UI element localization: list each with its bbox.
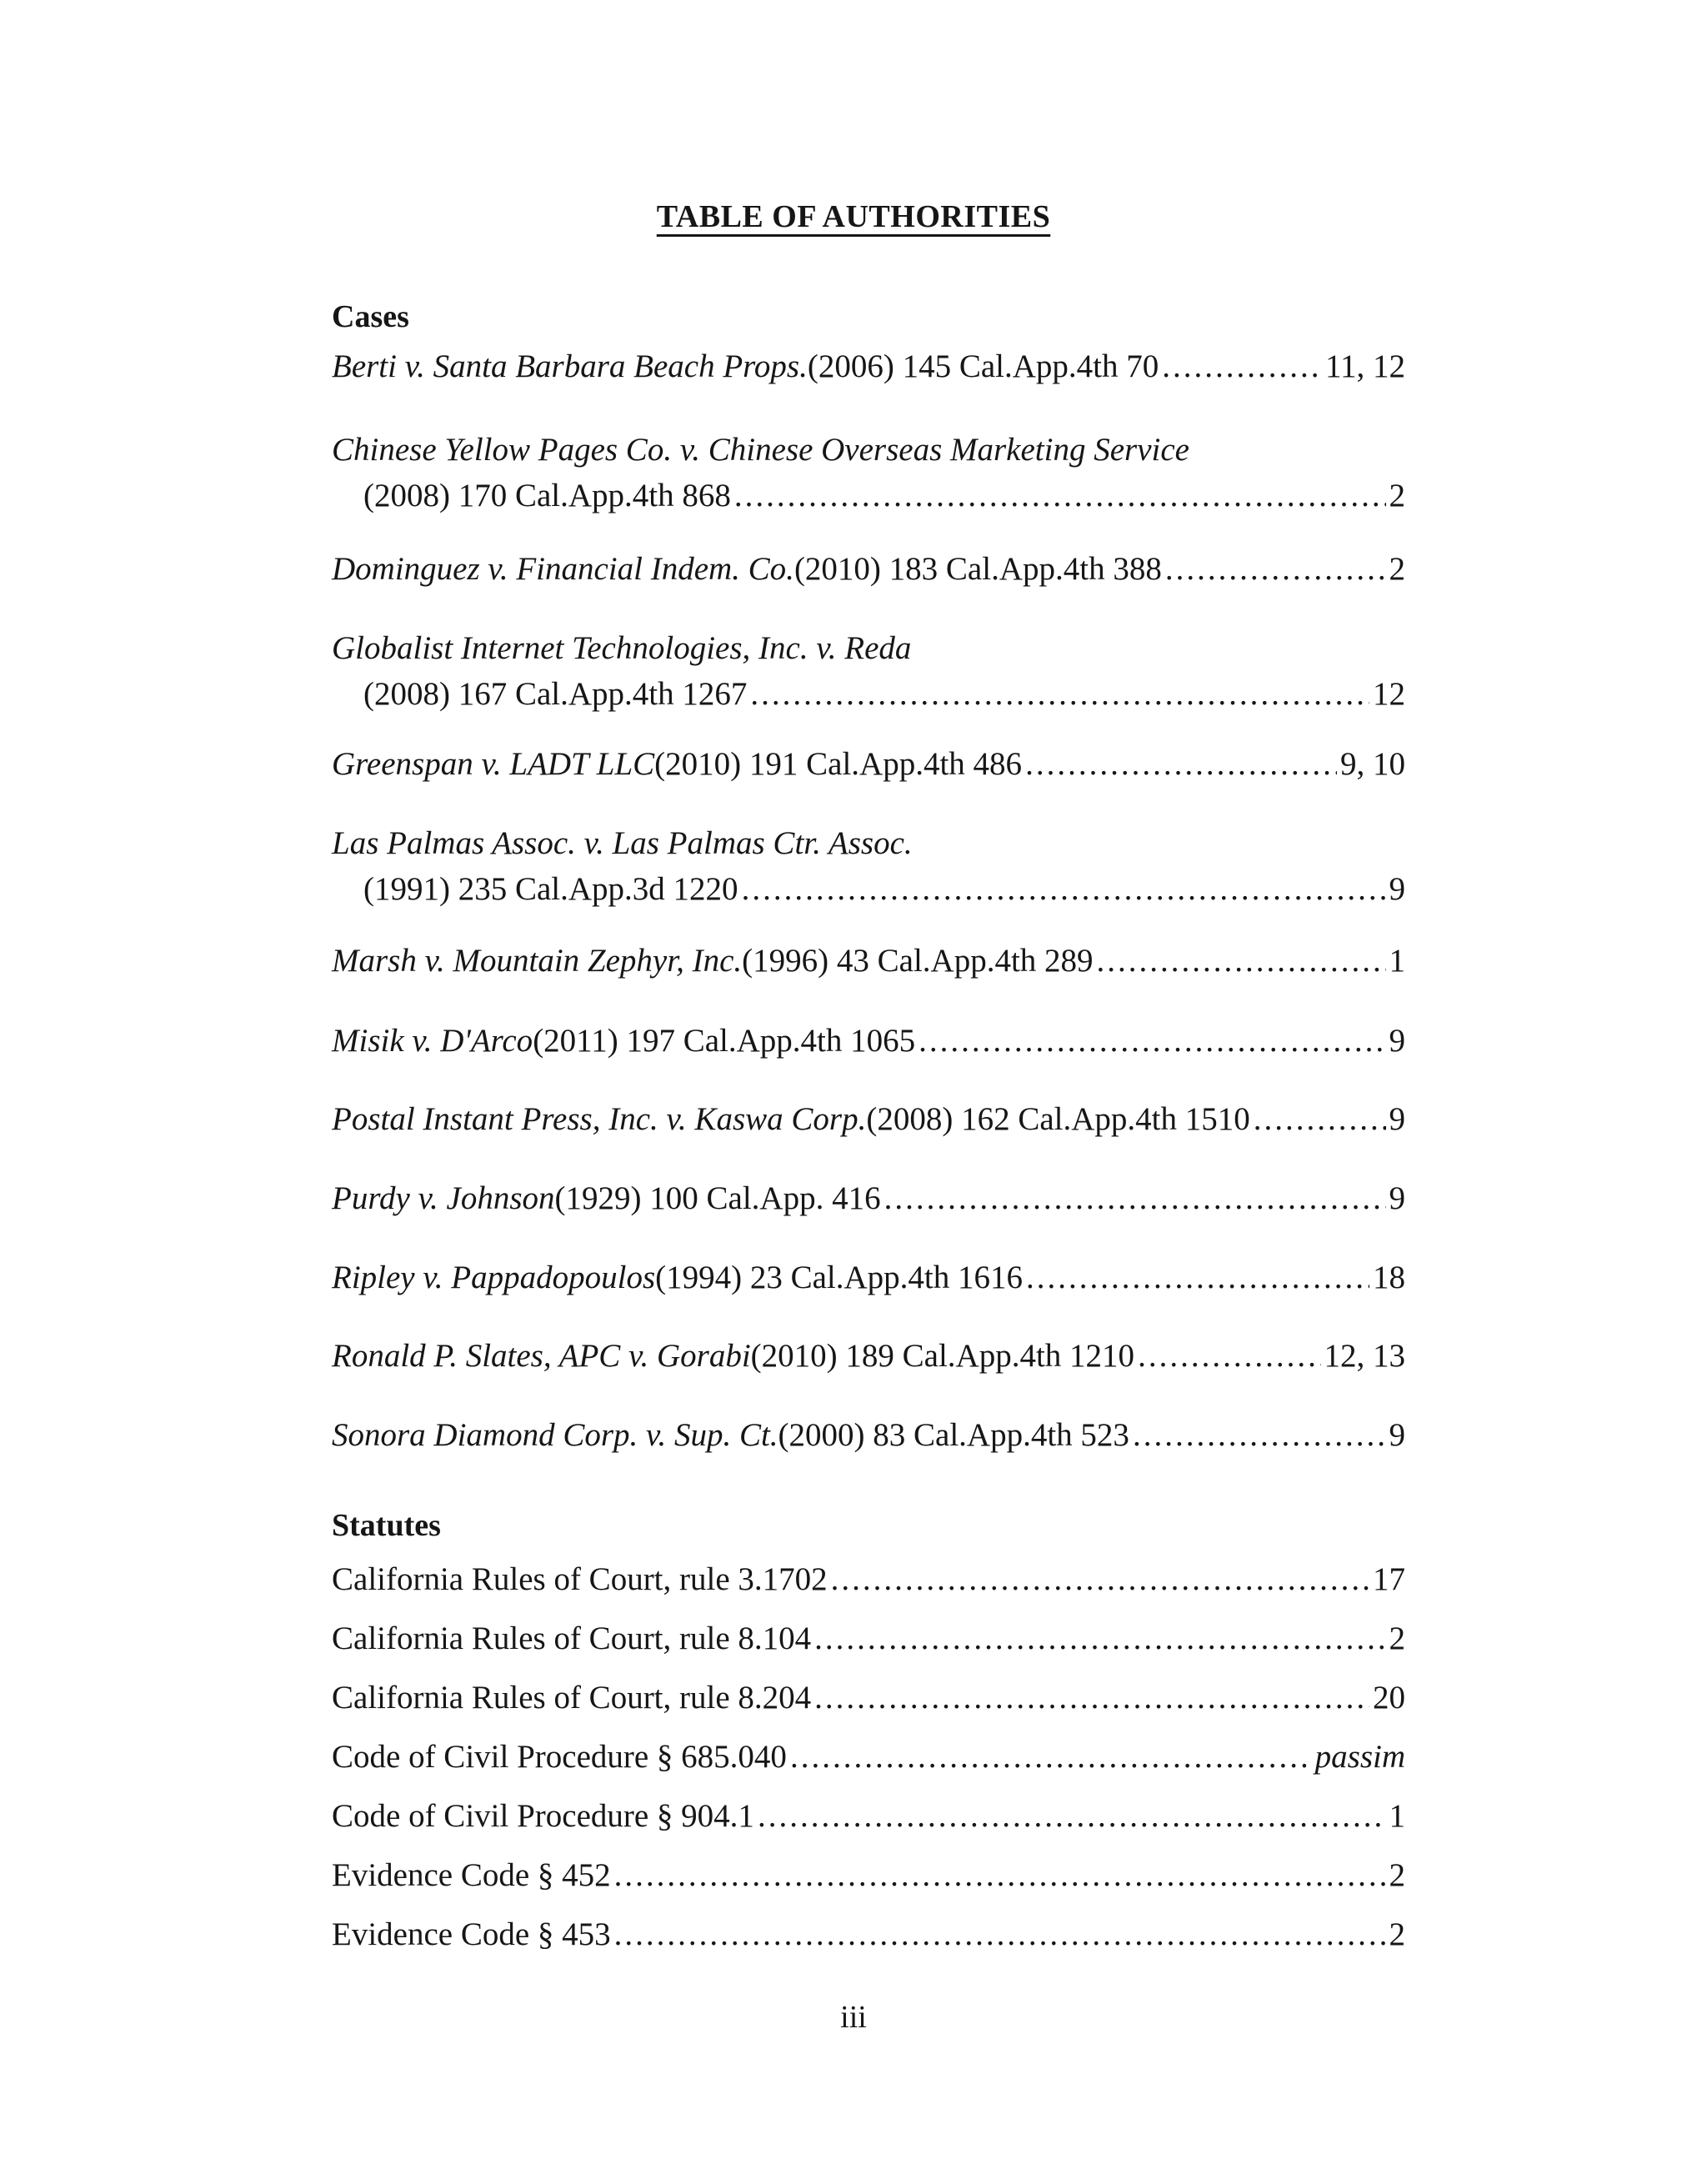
case-name: Dominguez v. Financial Indem. Co. (332, 551, 794, 587)
case-citation: (2010) 191 Cal.App.4th 486 (654, 746, 1023, 782)
statute-name: Code of Civil Procedure § 904.1 (332, 1798, 754, 1834)
case-name: Postal Instant Press, Inc. v. Kaswa Corp. (332, 1101, 867, 1137)
case-name: Chinese Yellow Pages Co. v. Chinese Overseas Marketing Service (332, 432, 1189, 468)
dot-leader (1025, 748, 1337, 780)
case-name: Purdy v. Johnson (332, 1180, 555, 1216)
case-entry (332, 350, 1405, 383)
case-name: Ronald P. Slates, APC v. Gorabi (332, 1338, 751, 1374)
case-citation: (2006) 145 Cal.App.4th 70 (807, 348, 1159, 384)
dot-leader (831, 1563, 1369, 1595)
case-citation: (2000) 83 Cal.App.4th 523 (778, 1417, 1129, 1453)
page-reference: 1 (1389, 1798, 1405, 1834)
statute-name: Evidence Code § 453 (332, 1916, 611, 1952)
page-reference: 9 (1389, 1180, 1405, 1216)
case-entry (332, 1419, 1405, 1451)
case-citation: (2008) 162 Cal.App.4th 1510 (866, 1101, 1250, 1137)
page-reference: 1 (1389, 943, 1405, 979)
dot-leader (734, 479, 1386, 512)
dot-leader (1165, 553, 1386, 585)
dot-leader (919, 1024, 1385, 1057)
statute-entry (332, 1563, 1405, 1595)
dot-leader (884, 1182, 1386, 1215)
dot-leader (1138, 1340, 1320, 1372)
case-name: Misik v. D'Arco (332, 1023, 533, 1059)
case-entry (332, 827, 1405, 905)
statutes-heading: Statutes (332, 1508, 441, 1543)
page-reference: 11, 12 (1324, 348, 1405, 384)
case-entry (332, 632, 1405, 710)
case-citation: (1929) 100 Cal.App. 416 (554, 1180, 881, 1216)
case-citation: (1991) 235 Cal.App.3d 1220 (363, 871, 738, 907)
case-entry (332, 1103, 1405, 1135)
statute-entry (332, 1681, 1405, 1714)
page-title: TABLE OF AUTHORITIES (656, 199, 1051, 234)
case-name: Las Palmas Assoc. v. Las Palmas Ctr. Assoc. (332, 825, 913, 861)
page-number: iii (840, 2000, 867, 2035)
dot-leader (1026, 1261, 1369, 1294)
statute-name: California Rules of Court, rule 8.204 (332, 1680, 812, 1716)
page-reference: 18 (1373, 1260, 1405, 1295)
dot-leader (814, 1622, 1385, 1655)
page-reference: 9, 10 (1340, 746, 1405, 782)
case-entry (332, 1182, 1405, 1215)
case-entry (332, 1024, 1405, 1057)
case-name: Berti v. Santa Barbara Beach Props. (332, 348, 808, 384)
statute-name: Evidence Code § 452 (332, 1857, 611, 1893)
page-reference: 12 (1373, 676, 1405, 712)
case-entry (332, 748, 1405, 780)
case-entry (332, 553, 1405, 585)
dot-leader (614, 1918, 1386, 1951)
dot-leader (1254, 1103, 1386, 1135)
page-reference: 12, 13 (1324, 1338, 1405, 1374)
case-citation: (2008) 170 Cal.App.4th 868 (363, 478, 731, 513)
case-entry (332, 1340, 1405, 1372)
statute-entry (332, 1918, 1405, 1951)
dot-leader (1097, 944, 1386, 977)
case-name: Globalist Internet Technologies, Inc. v. Reda (332, 630, 912, 666)
dot-leader (814, 1681, 1369, 1714)
case-name: Marsh v. Mountain Zephyr, Inc. (332, 943, 743, 979)
page-reference: 17 (1373, 1561, 1405, 1597)
statute-entry (332, 1800, 1405, 1832)
dot-leader (750, 678, 1369, 710)
case-name: Sonora Diamond Corp. v. Sup. Ct. (332, 1417, 778, 1453)
case-citation: (2010) 183 Cal.App.4th 388 (793, 551, 1162, 587)
case-entry (332, 1261, 1405, 1294)
statute-entry (332, 1741, 1405, 1773)
statute-name: California Rules of Court, rule 3.1702 (332, 1561, 828, 1597)
statute-name: California Rules of Court, rule 8.104 (332, 1620, 812, 1656)
statute-entry (332, 1859, 1405, 1891)
dot-leader (614, 1859, 1386, 1891)
page-reference: passim (1314, 1739, 1405, 1775)
dot-leader (758, 1800, 1386, 1832)
dot-leader (742, 873, 1386, 905)
dot-leader (1133, 1419, 1386, 1451)
cases-heading: Cases (332, 299, 409, 334)
page-reference: 9 (1389, 1023, 1405, 1059)
page-reference: 9 (1389, 871, 1405, 907)
page-reference: 2 (1389, 478, 1405, 513)
page-reference: 2 (1389, 551, 1405, 587)
case-citation: (2011) 197 Cal.App.4th 1065 (533, 1023, 916, 1059)
page-reference: 9 (1389, 1101, 1405, 1137)
case-citation: (1994) 23 Cal.App.4th 1616 (655, 1260, 1024, 1295)
dot-leader (790, 1741, 1312, 1773)
case-entry (332, 944, 1405, 977)
dot-leader (1162, 350, 1322, 383)
page-reference: 9 (1389, 1417, 1405, 1453)
page-reference: 2 (1389, 1620, 1405, 1656)
case-citation: (2008) 167 Cal.App.4th 1267 (363, 676, 748, 712)
statute-name: Code of Civil Procedure § 685.040 (332, 1739, 787, 1775)
page-reference: 20 (1373, 1680, 1405, 1716)
statute-entry (332, 1622, 1405, 1655)
page-reference: 2 (1389, 1916, 1405, 1952)
page-reference: 2 (1389, 1857, 1405, 1893)
case-citation: (2010) 189 Cal.App.4th 1210 (750, 1338, 1135, 1374)
case-entry (332, 433, 1405, 512)
case-name: Greenspan v. LADT LLC (332, 746, 655, 782)
case-citation: (1996) 43 Cal.App.4th 289 (742, 943, 1094, 979)
case-name: Ripley v. Pappadopoulos (332, 1260, 656, 1295)
